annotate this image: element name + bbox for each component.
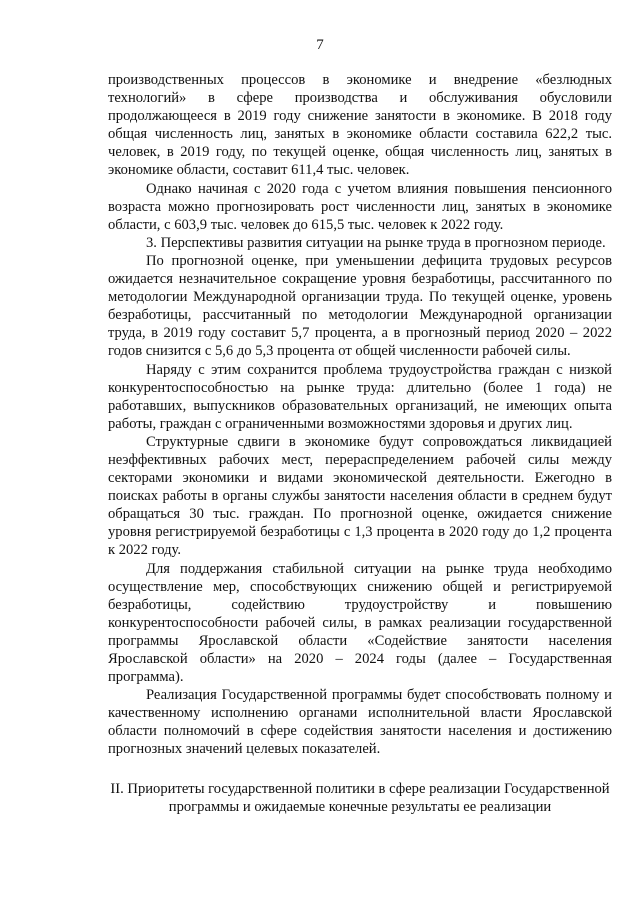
paragraph-program-implementation: Реализация Государственной программы будет способствовать полному и качественному исполнению органами исполнительной власти Ярославской области полномочий в сфере содействия занятости населения и достижению прогнозных значений целевых показателей. bbox=[108, 687, 612, 758]
paragraph-structural-shifts: Структурные сдвиги в экономике будут сопровождаться ликвидацией неэффективных рабочих мест, перераспределением рабочей силы между секторами экономики и видами экономической деятельности. Ежегодно в поисках работы в органы службы занятости населения области в среднем будут обращаться 30 тыс. граждан. По прогнозной оценке, ожидается снижение уровня регистрируемой безработицы с 1,3 процента в 2020 году до 1,2 процента к 2022 году. bbox=[108, 433, 612, 559]
paragraph-employment-problems: Наряду с этим сохранится проблема трудоустройства граждан с низкой конкурентоспособностью на рынке труда: длительно (более 1 года) не работавших, выпускников образовательных организаций, не имеющих опыта работы, граждан с ограниченными возможностями здоровья и других лиц. bbox=[108, 361, 612, 432]
paragraph-section-3-heading: 3. Перспективы развития ситуации на рынке труда в прогнозном периоде. bbox=[146, 234, 606, 251]
paragraph-unemployment-forecast: По прогнозной оценке, при уменьшении дефицита трудовых ресурсов ожидается незначительное сокращение уровня безработицы, рассчитанного по методологии Международной организации труда. По текущей оценке, уровень безработицы, рассчитанный по методологии Международной организации труда, в 2019 году составит 5,7 процента, а в прогнозный период 2020 – 2022 годов снизится с 5,6 до 5,3 процента от общей численности рабочей силы. bbox=[108, 252, 612, 360]
paragraph-support-measures: Для поддержания стабильной ситуации на рынке труда необходимо осуществление мер, способствующих снижению общей и регистрируемой безработицы, содействию трудоустройству и повышению конкурентоспособности рабочей силы, в рамках реализации государственной программы Ярославской области «Содействие занятости населения Ярославской области» на 2020 – 2024 годы (далее – Государственная программа). bbox=[108, 560, 612, 686]
paragraph-employment-forecast: Однако начиная с 2020 года с учетом влияния повышения пенсионного возраста можно прогнозировать рост численности лиц, занятых в экономике области, с 603,9 тыс. человек до 615,5 тыс. человек к 2022 году. bbox=[108, 180, 612, 233]
paragraph-continuation: производственных процессов в экономике и внедрение «безлюдных технологий» в сфере производства и обслуживания обусловили продолжающееся в 2019 году снижение занятости в экономике. В 2018 году общая численность лиц, занятых в экономике области составила 622,2 тыс. человек, в 2019 году, по текущей оценке, общая численность лиц, занятых в экономике области, составит 611,4 тыс. человек. bbox=[108, 72, 612, 179]
section-heading: II. Приоритеты государственной политики в сфере реализации Государственной программы и ожидаемые конечные результаты ее реализации bbox=[110, 781, 610, 816]
body-text bbox=[108, 71, 612, 759]
page-number: 7 bbox=[316, 37, 324, 53]
